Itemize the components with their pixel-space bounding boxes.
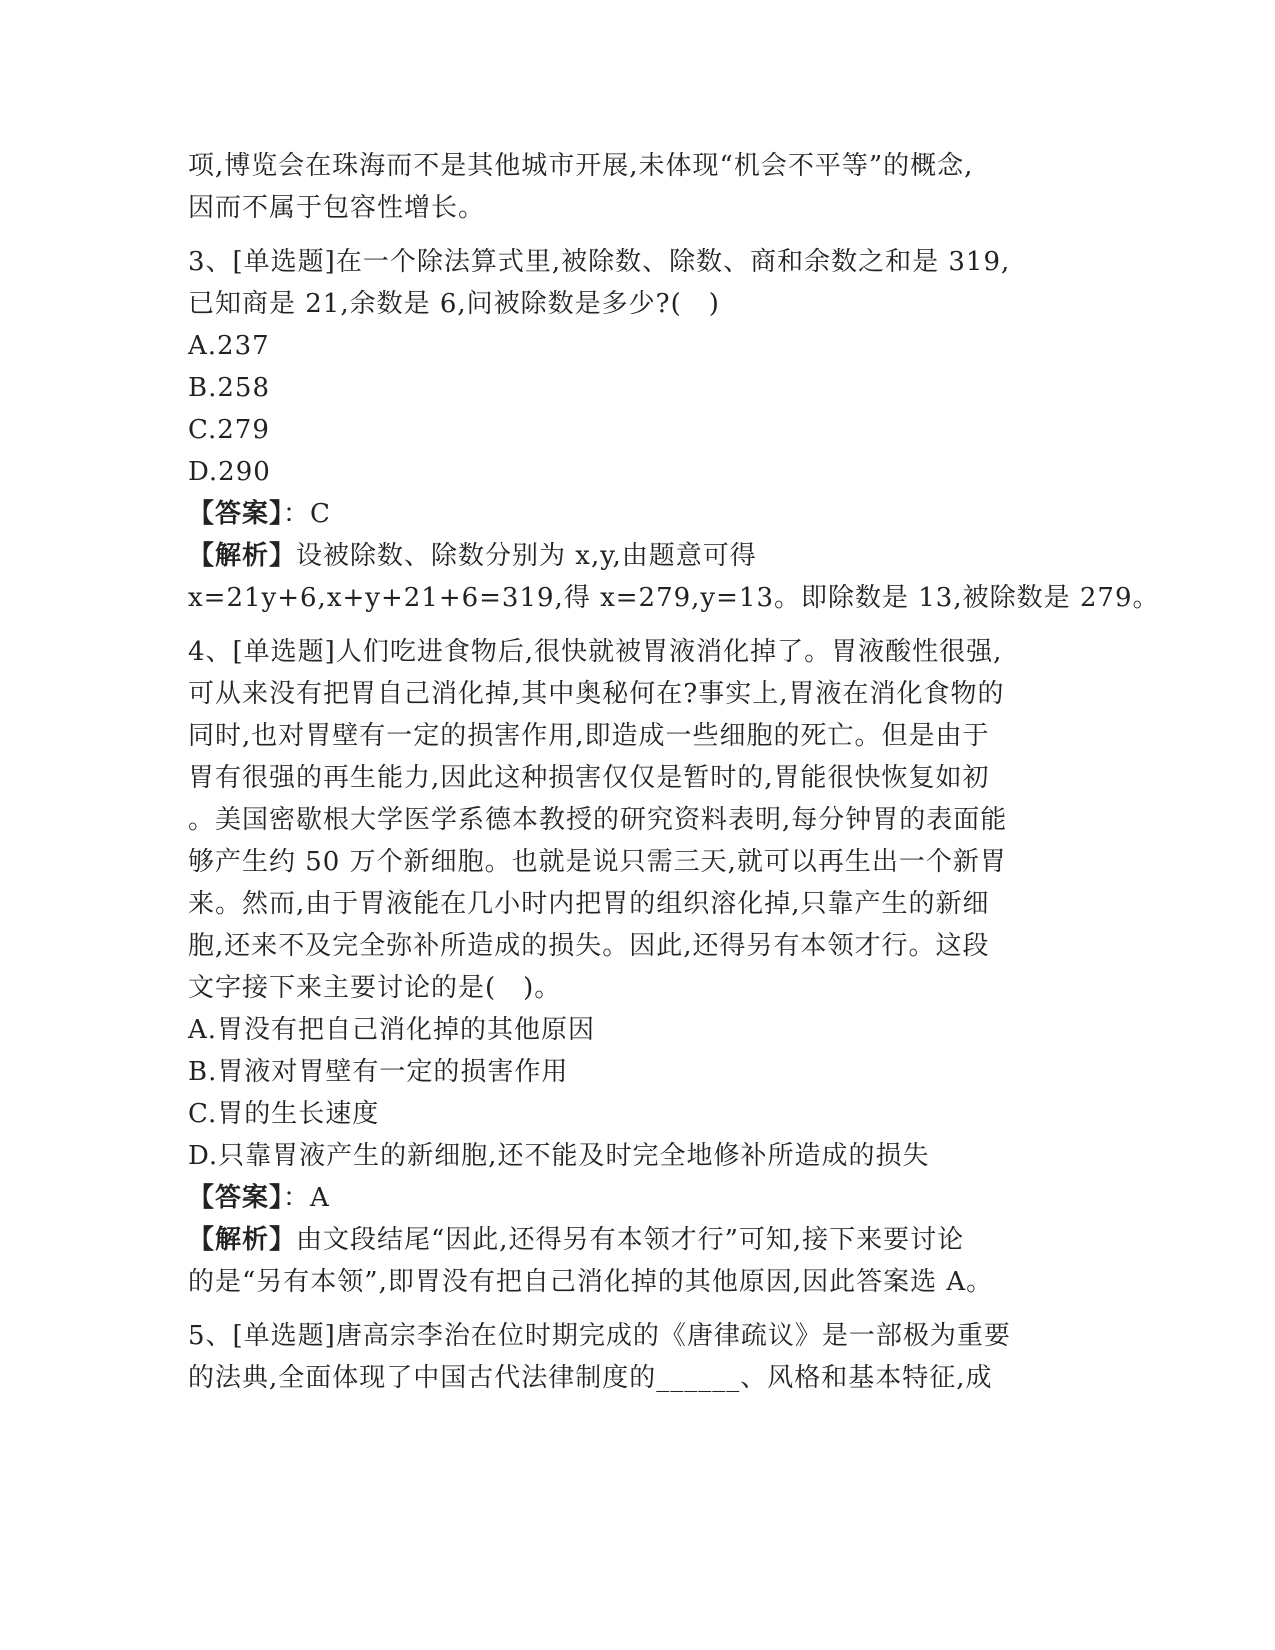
option-c: C.279: [188, 415, 270, 445]
question-stem-line: 够产生约 50 万个新细胞。也就是说只需三天,就可以再生出一个新胃: [188, 847, 1007, 877]
analysis-label: 【解析】: [188, 541, 297, 571]
paragraph-gap: [188, 619, 1088, 631]
question-stem-line: 可从来没有把胃自己消化掉,其中奥秘何在?事实上,胃液在消化食物的: [188, 679, 1005, 709]
question-stem-line: 5、[单选题]唐高宗李治在位时期完成的《唐律疏议》是一部极为重要: [188, 1321, 1011, 1351]
question-stem-line: 胞,还来不及完全弥补所造成的损失。因此,还得另有本领才行。这段: [188, 931, 990, 961]
option-a: A.237: [188, 331, 270, 361]
answer-line: [188, 493, 1088, 535]
question-stem-line: 已知商是 21,余数是 6,问被除数是多少?( ): [188, 289, 720, 319]
analysis-line: [188, 535, 1088, 577]
question-stem-line: 的法典,全面体现了中国古代法律制度的______、风格和基本特征,成: [188, 1363, 993, 1393]
question-stem-line: 。美国密歇根大学医学系德本教授的研究资料表明,每分钟胃的表面能: [188, 805, 1008, 835]
answer-label: 【答案】: [188, 1183, 284, 1213]
question-stem-line: 3、[单选题]在一个除法算式里,被除数、除数、商和余数之和是 319,: [188, 247, 1011, 277]
analysis-label: 【解析】: [188, 1225, 297, 1255]
option-b: B.胃液对胃壁有一定的损害作用: [188, 1057, 569, 1087]
option-a: A.胃没有把自己消化掉的其他原因: [188, 1015, 596, 1045]
question-stem-line: 同时,也对胃壁有一定的损害作用,即造成一些细胞的死亡。但是由于: [188, 721, 990, 751]
option-d: D.只靠胃液产生的新细胞,还不能及时完全地修补所造成的损失: [188, 1141, 930, 1171]
analysis-text: 设被除数、除数分别为 x,y,由题意可得: [296, 541, 757, 571]
option-b: B.258: [188, 373, 270, 403]
answer-line: [188, 1177, 1088, 1219]
question-4: [188, 631, 1088, 1303]
text-line: 因而不属于包容性增长。: [188, 193, 486, 223]
analysis-line: [188, 1219, 1088, 1261]
document-page: [188, 145, 1160, 1399]
question-stem-line: 胃有很强的再生能力,因此这种损害仅仅是暂时的,胃能很快恢复如初: [188, 763, 990, 793]
question-3: [188, 241, 1160, 619]
answer-value: ：A: [283, 1183, 330, 1213]
intro-paragraph: [188, 145, 1088, 229]
question-stem-line: 来。然而,由于胃液能在几小时内把胃的组织溶化掉,只靠产生的新细: [188, 889, 990, 919]
answer-value: ：C: [283, 499, 331, 529]
paragraph-gap: [188, 229, 1088, 241]
option-c: C.胃的生长速度: [188, 1099, 380, 1129]
analysis-line: x=21y+6,x+y+21+6=319,得 x=279,y=13。即除数是 13,被除数是 279。: [188, 583, 1160, 613]
option-d: D.290: [188, 457, 271, 487]
analysis-text: 由文段结尾“因此,还得另有本领才行”可知,接下来要讨论: [296, 1225, 965, 1255]
paragraph-gap: [188, 1303, 1088, 1315]
answer-label: 【答案】: [188, 499, 284, 529]
question-stem-line: 文字接下来主要讨论的是( )。: [188, 973, 562, 1003]
text-line: 项,博览会在珠海而不是其他城市开展,未体现“机会不平等”的概念,: [188, 151, 974, 181]
question-5: [188, 1315, 1088, 1399]
question-stem-line: 4、[单选题]人们吃进食物后,很快就被胃液消化掉了。胃液酸性很强,: [188, 637, 1003, 667]
analysis-line: 的是“另有本领”,即胃没有把自己消化掉的其他原因,因此答案选 A。: [188, 1267, 994, 1297]
